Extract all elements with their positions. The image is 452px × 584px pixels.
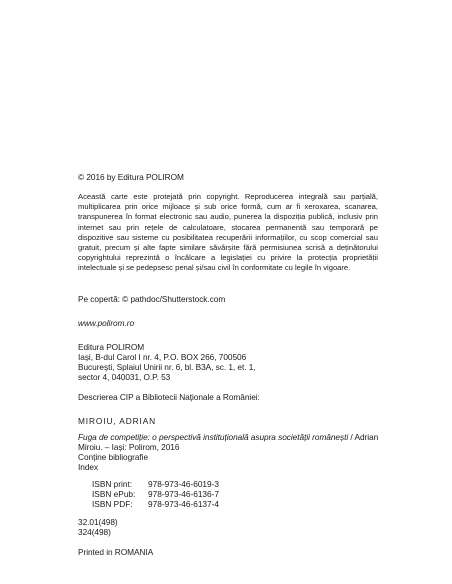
book-title-author-suffix: / Adrian [348,432,379,442]
cip-title-line [78,432,378,442]
isbn-print-label: ISBN print: [92,479,133,489]
publisher-address-sector: sector 4, 040031, O.P. 53 [78,372,171,382]
isbn-print-value: 978-973-46-6019-3 [148,479,220,489]
publisher-address-bucuresti: București, Splaiul Unirii nr. 6, bl. B3A, sc. 1, et. 1, [78,362,256,372]
cover-credit: Pe copertă: © pathdoc/Shutterstock.com [78,294,226,304]
printed-in: Printed in ROMANIA [78,547,154,557]
isbn-pdf-label: ISBN PDF: [92,499,133,509]
cip-bibliography: Conține bibliografie [78,452,149,462]
classification-code-1: 32.01(498) [78,517,118,527]
isbn-epub-value: 978-973-46-6136-7 [148,489,220,499]
copyright-notice: Această carte este protejată prin copyright. Reproducerea integrală sau parțială, multiplicarea prin orice mijloace și sub orice formă, cum ar fi xeroxarea, scanarea, transpunerea în format electronic sau audio, punerea la dispoziția publică, inclusiv prin internet sau prin rețele de calculatoare, stocarea permanentă sau temporară pe dispozitive sau sisteme cu posibilitatea recuperării informațiilor, cu scop comercial sau gratuit, precum și alte fapte similare săvârșite fără permisiunea scrisă a deținătorului copyrightului reprezintă o încălcare a legislației cu privire la protecția proprietății intelectuale și se pedepsesc penal și/sau civil în conformitate cu legile în vigoare. [78,192,378,273]
publisher-name: Editura POLIROM [78,342,145,352]
copyright-line: © 2016 by Editura POLIROM [78,172,184,182]
publisher-address-iasi: Iași, B-dul Carol I nr. 4, P.O. BOX 266, 700506 [78,352,247,362]
isbn-epub-label: ISBN ePub: [92,489,136,499]
cip-heading: Descrierea CIP a Bibliotecii Naționale a României: [78,392,260,402]
cip-author: MIROIU, ADRIAN [78,416,157,426]
classification-code-2: 324(498) [78,527,111,537]
cip-imprint: Miroiu. – Iași: Polirom, 2016 [78,442,180,452]
isbn-pdf-row [92,499,219,509]
isbn-print-row [92,479,219,489]
isbn-pdf-value: 978-973-46-6137-4 [148,499,220,509]
isbn-epub-row [92,489,219,499]
book-title: Fuga de competiție: o perspectivă instituțională asupra societății românești [78,432,349,442]
cip-index: Index [78,462,99,472]
copyright-page [78,0,398,584]
publisher-website: www.polirom.ro [78,318,135,328]
